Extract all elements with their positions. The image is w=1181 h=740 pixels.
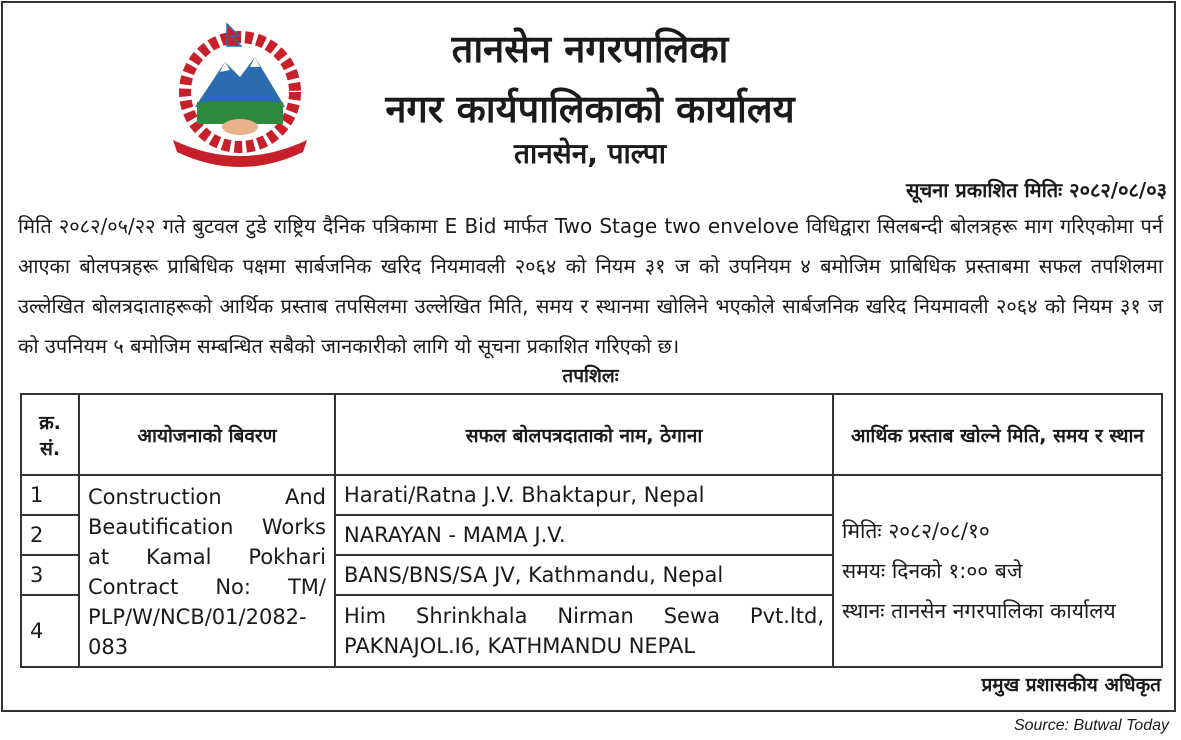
header-opening: आर्थिक प्रस्ताब खोल्ने मिति, समय र स्थान (833, 394, 1162, 475)
table-header-row (21, 394, 1162, 475)
bidder-name: Him Shrinkhala Nirman Sewa Pvt.ltd, PAKNAJOL.I6, KATHMANDU NEPAL (335, 595, 833, 667)
opening-place: स्थानः तानसेन नगरपालिका कार्यालय (842, 599, 1116, 623)
signatory-title: प्रमुख प्रशासकीय अधिकृत (981, 674, 1161, 696)
row-sn: 1 (21, 475, 79, 515)
row-sn: 2 (21, 515, 79, 555)
bidder-table (20, 393, 1163, 668)
project-description: Construction And Beautification Works at Kamal Pokhari Contract No: TM/ PLP/W/NCB/01/2082-083 (79, 475, 335, 667)
notice-body: मिति २०८२/०५/२२ गते बुटवल टुडे राष्ट्रिय दैनिक पत्रिकामा E Bid मार्फत Two Stage two envelove विधिद्वारा सिलबन्दी बोलत्रहरू माग गरिएकोमा पर्न आएका बोलपत्रहरू प्राबिधिक पक्षमा सार्बजनिक खरिद नियमावली २०६४ को नियम ३१ ज को उपनियम ४ बमोजिम प्राबिधिक प्रस्ताबमा सफल तपशिलमा उल्लेखित बोलत्रदाताहरूको आर्थिक प्रस्ताब तपसिलमा उल्लेखित मिति, समय र स्थानमा खोलिने भएकोले सार्बजनिक खरिद नियमावली २०६४ को नियम ३१ ज को उपनियम ५ बमोजिम सम्बन्धित सबैको जानकारीको लागि यो सूचना प्रकाशित गरिएको छ। (18, 214, 1163, 358)
table-row (21, 475, 1162, 515)
bidder-name: Harati/Ratna J.V. Bhaktapur, Nepal (335, 475, 833, 515)
municipality-name: तानसेन नगरपालिका (451, 27, 729, 71)
opening-date: मितिः २०८२/०८/१० (842, 519, 990, 543)
source-credit: Source: Butwal Today (1013, 717, 1169, 734)
bidder-name: BANS/BNS/SA JV, Kathmandu, Nepal (335, 555, 833, 595)
header-bidder: सफल बोलपत्रदाताको नाम, ठेगाना (335, 394, 833, 475)
header-project: आयोजनाको बिवरण (79, 394, 335, 475)
row-sn: 3 (21, 555, 79, 595)
notice-published-date: सूचना प्रकाशित मितिः २०८२/०८/०३ (905, 178, 1167, 202)
office-name: नगर कार्यपालिकाको कार्यालय (385, 87, 795, 131)
opening-details (833, 475, 1162, 667)
opening-time: समयः दिनको १:०० बजे (842, 559, 1023, 583)
office-location: तानसेन, पाल्पा (514, 137, 666, 170)
row-sn: 4 (21, 595, 79, 667)
nepal-government-emblem-logo (165, 22, 315, 167)
details-label: तपशिलः (562, 365, 619, 387)
header-sn: क्र. सं. (21, 394, 79, 475)
bidder-name: NARAYAN - MAMA J.V. (335, 515, 833, 555)
